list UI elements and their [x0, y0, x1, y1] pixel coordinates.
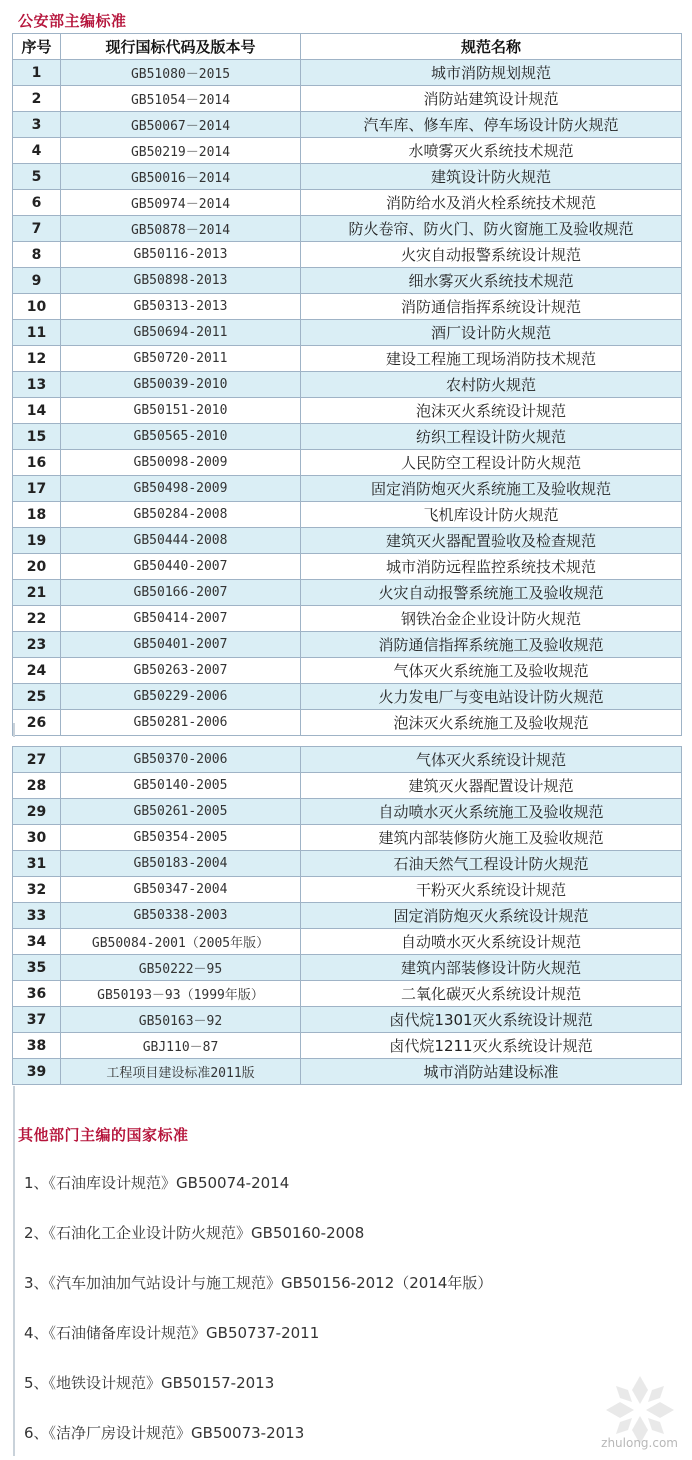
row-name: 防火卷帘、防火门、防火窗施工及验收规范	[301, 216, 682, 242]
row-index: 33	[13, 903, 61, 929]
row-name: 消防站建筑设计规范	[301, 86, 682, 112]
table-row	[13, 955, 682, 981]
row-name: 农村防火规范	[301, 372, 682, 398]
row-index: 36	[13, 981, 61, 1007]
row-index: 26	[13, 710, 61, 736]
list-item: 3、《汽车加油加气站设计与施工规范》GB50156-2012（2014年版）	[24, 1274, 493, 1292]
row-name: 建筑内部装修设计防火规范	[301, 955, 682, 981]
row-name: 城市消防远程监控系统技术规范	[301, 554, 682, 580]
table-header-row	[13, 34, 682, 60]
row-code: GB50338-2003	[61, 903, 301, 929]
row-name: 火灾自动报警系统设计规范	[301, 242, 682, 268]
table-row	[13, 877, 682, 903]
table-row	[13, 554, 682, 580]
row-code: GB50039-2010	[61, 372, 301, 398]
row-code: GB50193－93（1999年版）	[61, 981, 301, 1007]
row-code: GB50183-2004	[61, 851, 301, 877]
row-code: GB50067－2014	[61, 112, 301, 138]
standards-table-part1	[12, 33, 682, 736]
row-index: 7	[13, 216, 61, 242]
table-row	[13, 825, 682, 851]
row-name: 飞机库设计防火规范	[301, 502, 682, 528]
standards-table-part2	[12, 746, 682, 1085]
row-code: GB50347-2004	[61, 877, 301, 903]
table-row	[13, 632, 682, 658]
row-index: 23	[13, 632, 61, 658]
row-code: GB50498-2009	[61, 476, 301, 502]
row-name: 干粉灭火系统设计规范	[301, 877, 682, 903]
table-row	[13, 320, 682, 346]
row-name: 消防通信指挥系统施工及验收规范	[301, 632, 682, 658]
header-index: 序号	[13, 34, 61, 60]
row-index: 15	[13, 424, 61, 450]
row-name: 泡沫灭火系统设计规范	[301, 398, 682, 424]
row-index: 30	[13, 825, 61, 851]
row-name: 建设工程施工现场消防技术规范	[301, 346, 682, 372]
row-name: 消防给水及消火栓系统技术规范	[301, 190, 682, 216]
row-index: 17	[13, 476, 61, 502]
table-row	[13, 1059, 682, 1085]
table-row	[13, 424, 682, 450]
row-code: GB50440-2007	[61, 554, 301, 580]
row-name: 纺织工程设计防火规范	[301, 424, 682, 450]
row-name: 建筑灭火器配置设计规范	[301, 773, 682, 799]
row-index: 3	[13, 112, 61, 138]
table-row	[13, 747, 682, 773]
list-item: 5、《地铁设计规范》GB50157-2013	[24, 1374, 275, 1392]
row-code: GB50401-2007	[61, 632, 301, 658]
row-index: 27	[13, 747, 61, 773]
row-index: 16	[13, 450, 61, 476]
header-name: 规范名称	[301, 34, 682, 60]
table-row	[13, 981, 682, 1007]
row-index: 2	[13, 86, 61, 112]
table-row	[13, 268, 682, 294]
row-index: 34	[13, 929, 61, 955]
table-row	[13, 216, 682, 242]
row-name: 自动喷水灭火系统设计规范	[301, 929, 682, 955]
row-code: GB50694-2011	[61, 320, 301, 346]
table-row	[13, 372, 682, 398]
row-name: 建筑灭火器配置验收及检查规范	[301, 528, 682, 554]
row-code: GBJ110－87	[61, 1033, 301, 1059]
row-code: GB50720-2011	[61, 346, 301, 372]
row-name: 建筑设计防火规范	[301, 164, 682, 190]
table-row	[13, 476, 682, 502]
row-index: 10	[13, 294, 61, 320]
row-index: 28	[13, 773, 61, 799]
row-code: GB50163－92	[61, 1007, 301, 1033]
table-row	[13, 502, 682, 528]
row-index: 35	[13, 955, 61, 981]
row-name: 人民防空工程设计防火规范	[301, 450, 682, 476]
row-index: 1	[13, 60, 61, 86]
row-code: GB50016－2014	[61, 164, 301, 190]
row-code: GB50974－2014	[61, 190, 301, 216]
row-index: 32	[13, 877, 61, 903]
table-row	[13, 658, 682, 684]
row-code: GB50878－2014	[61, 216, 301, 242]
row-code: GB50116-2013	[61, 242, 301, 268]
table-row	[13, 60, 682, 86]
row-name: 卤代烷1211灭火系统设计规范	[301, 1033, 682, 1059]
table-row	[13, 799, 682, 825]
row-index: 11	[13, 320, 61, 346]
table-gap-divider	[13, 723, 15, 737]
table-row	[13, 190, 682, 216]
row-code: GB51080－2015	[61, 60, 301, 86]
table-row	[13, 242, 682, 268]
table-row	[13, 294, 682, 320]
row-code: GB50354-2005	[61, 825, 301, 851]
row-index: 22	[13, 606, 61, 632]
watermark-text: zhulong.com	[601, 1436, 678, 1450]
row-name: 二氧化碳灭火系统设计规范	[301, 981, 682, 1007]
table-row	[13, 528, 682, 554]
table-row	[13, 450, 682, 476]
other-standards-list	[24, 1160, 492, 1460]
row-index: 19	[13, 528, 61, 554]
row-code: GB50140-2005	[61, 773, 301, 799]
row-index: 6	[13, 190, 61, 216]
row-name: 卤代烷1301灭火系统设计规范	[301, 1007, 682, 1033]
row-index: 25	[13, 684, 61, 710]
row-name: 城市消防规划规范	[301, 60, 682, 86]
table-row	[13, 346, 682, 372]
row-index: 9	[13, 268, 61, 294]
row-index: 8	[13, 242, 61, 268]
table-row	[13, 684, 682, 710]
row-index: 31	[13, 851, 61, 877]
row-code: GB50281-2006	[61, 710, 301, 736]
table-row	[13, 1007, 682, 1033]
row-index: 21	[13, 580, 61, 606]
row-index: 18	[13, 502, 61, 528]
header-code: 现行国标代码及版本号	[61, 34, 301, 60]
row-code: GB50263-2007	[61, 658, 301, 684]
table-row	[13, 710, 682, 736]
row-name: 建筑内部装修防火施工及验收规范	[301, 825, 682, 851]
table-row	[13, 580, 682, 606]
row-code: GB50898-2013	[61, 268, 301, 294]
row-name: 气体灭火系统施工及验收规范	[301, 658, 682, 684]
table-row	[13, 86, 682, 112]
row-code: GB51054－2014	[61, 86, 301, 112]
row-name: 钢铁冶金企业设计防火规范	[301, 606, 682, 632]
row-index: 37	[13, 1007, 61, 1033]
row-name: 城市消防站建设标准	[301, 1059, 682, 1085]
row-code: GB50151-2010	[61, 398, 301, 424]
row-code: GB50284-2008	[61, 502, 301, 528]
row-code: GB50229-2006	[61, 684, 301, 710]
row-name: 固定消防炮灭火系统设计规范	[301, 903, 682, 929]
row-index: 12	[13, 346, 61, 372]
table-row	[13, 112, 682, 138]
row-name: 火力发电厂与变电站设计防火规范	[301, 684, 682, 710]
table-row	[13, 606, 682, 632]
table-row	[13, 138, 682, 164]
table-row	[13, 903, 682, 929]
list-item: 4、《石油储备库设计规范》GB50737-2011	[24, 1324, 320, 1342]
row-code: GB50370-2006	[61, 747, 301, 773]
left-vertical-rule	[13, 1086, 15, 1456]
table-row	[13, 773, 682, 799]
row-index: 13	[13, 372, 61, 398]
row-code: GB50414-2007	[61, 606, 301, 632]
row-code: GB50565-2010	[61, 424, 301, 450]
row-code: GB50166-2007	[61, 580, 301, 606]
row-code: GB50219－2014	[61, 138, 301, 164]
row-name: 泡沫灭火系统施工及验收规范	[301, 710, 682, 736]
row-index: 20	[13, 554, 61, 580]
row-name: 消防通信指挥系统设计规范	[301, 294, 682, 320]
row-name: 酒厂设计防火规范	[301, 320, 682, 346]
table-row	[13, 1033, 682, 1059]
row-name: 固定消防炮灭火系统施工及验收规范	[301, 476, 682, 502]
row-index: 24	[13, 658, 61, 684]
table-row	[13, 164, 682, 190]
table-row	[13, 851, 682, 877]
table-row	[13, 929, 682, 955]
section-title-gongan: 公安部主编标准	[18, 12, 127, 30]
row-code: GB50313-2013	[61, 294, 301, 320]
row-name: 火灾自动报警系统施工及验收规范	[301, 580, 682, 606]
list-item: 1、《石油库设计规范》GB50074-2014	[24, 1174, 290, 1192]
row-code: GB50444-2008	[61, 528, 301, 554]
section-title-other: 其他部门主编的国家标准	[18, 1126, 189, 1144]
list-item: 2、《石油化工企业设计防火规范》GB50160-2008	[24, 1224, 365, 1242]
row-index: 38	[13, 1033, 61, 1059]
row-name: 石油天然气工程设计防火规范	[301, 851, 682, 877]
row-index: 5	[13, 164, 61, 190]
row-code: GB50098-2009	[61, 450, 301, 476]
row-index: 29	[13, 799, 61, 825]
row-index: 4	[13, 138, 61, 164]
row-index: 39	[13, 1059, 61, 1085]
row-name: 汽车库、修车库、停车场设计防火规范	[301, 112, 682, 138]
row-code: GB50261-2005	[61, 799, 301, 825]
row-name: 水喷雾灭火系统技术规范	[301, 138, 682, 164]
list-item: 6、《洁净厂房设计规范》GB50073-2013	[24, 1424, 305, 1442]
row-code: 工程项目建设标准2011版	[61, 1059, 301, 1085]
table-row	[13, 398, 682, 424]
row-name: 细水雾灭火系统技术规范	[301, 268, 682, 294]
row-code: GB50222－95	[61, 955, 301, 981]
row-name: 自动喷水灭火系统施工及验收规范	[301, 799, 682, 825]
row-code: GB50084-2001（2005年版）	[61, 929, 301, 955]
row-index: 14	[13, 398, 61, 424]
row-name: 气体灭火系统设计规范	[301, 747, 682, 773]
